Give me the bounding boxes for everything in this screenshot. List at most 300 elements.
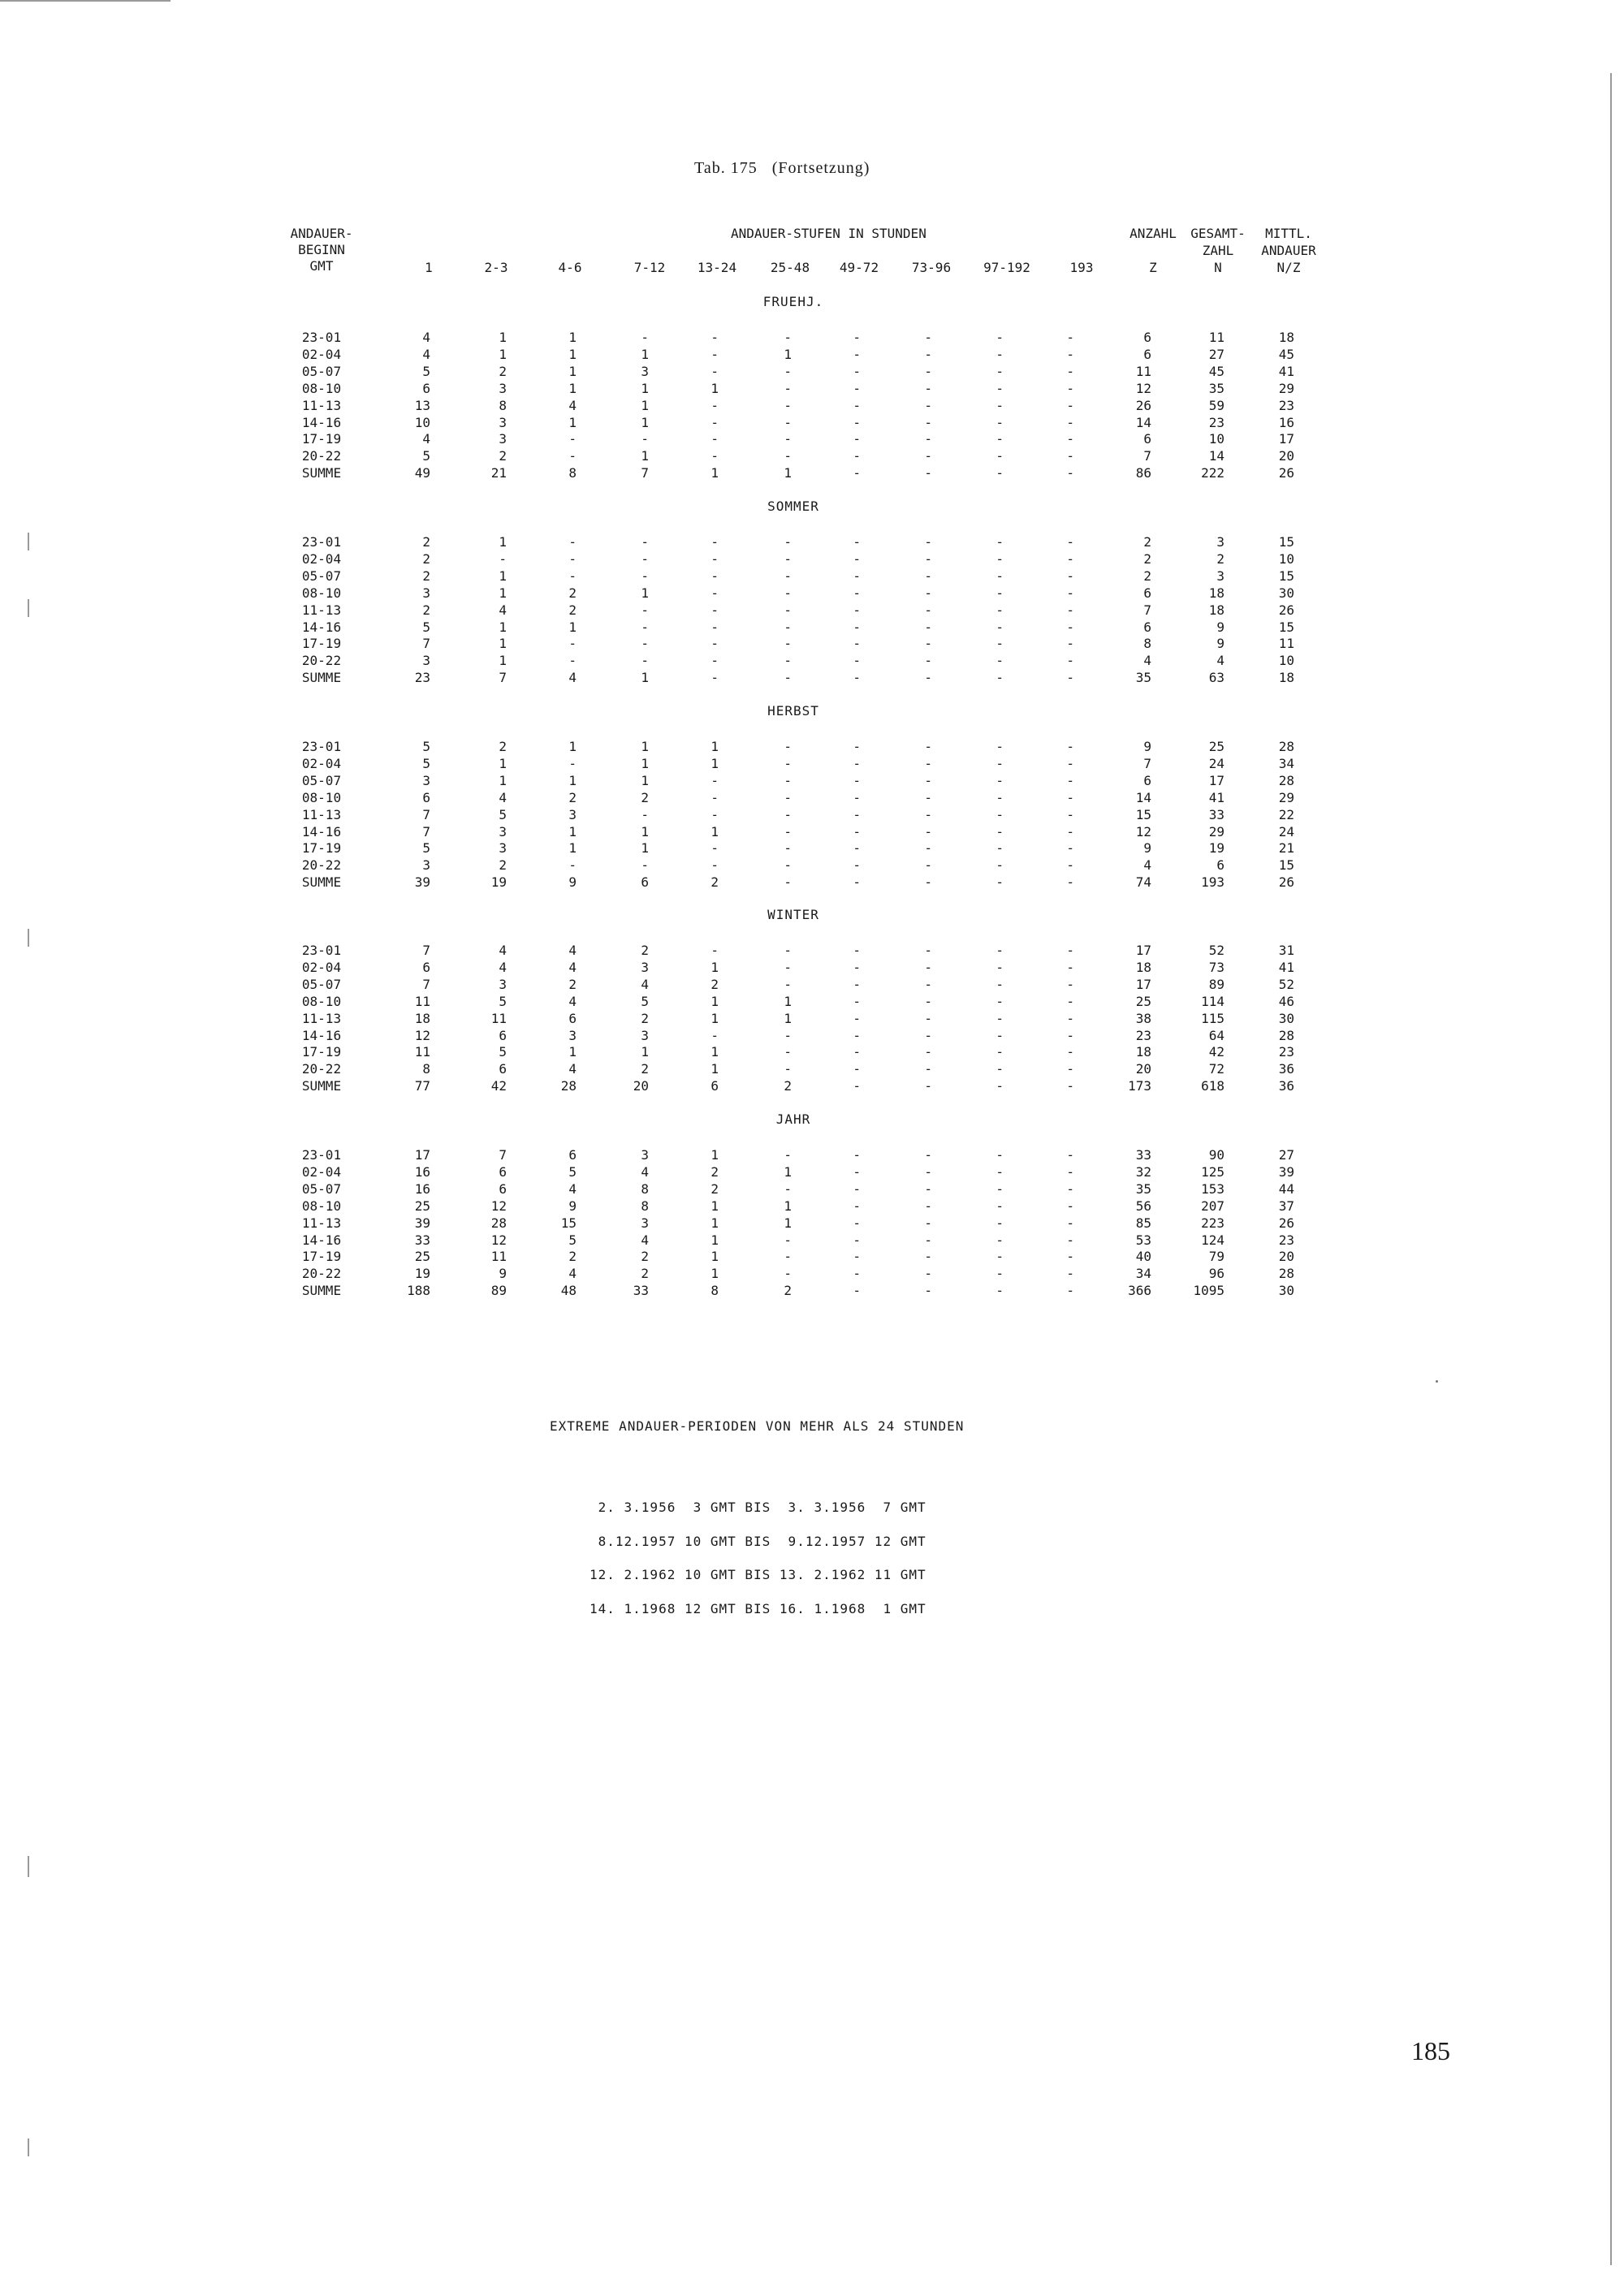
table-cell: 2 [1143,534,1151,550]
table-cell: 3 [568,1028,577,1043]
table-cell: - [1066,398,1074,413]
table-cell: 36 [1278,1061,1294,1077]
table-cell: - [1066,568,1074,584]
table-cell: 1 [710,824,719,839]
table-cell: - [996,1232,1004,1248]
table-cell: - [710,448,719,464]
table-cell: - [996,568,1004,584]
table-cell: 7 [422,636,430,651]
table-cell: 28 [1278,1028,1294,1043]
table-cell: 1 [784,1198,792,1214]
table-cell: - [1066,330,1074,345]
table-cell: - [710,534,719,550]
table-cell: - [1066,1147,1074,1163]
table-cell: 4 [568,1181,577,1197]
table-cell: - [996,1147,1004,1163]
table-cell: 1 [710,1215,719,1231]
row-label: 14-16 [301,415,342,430]
table-cell: 28 [1278,773,1294,788]
table-cell: - [784,1249,792,1264]
table-cell: 3 [641,1028,649,1043]
header-anzahl-line: ANZAHL [1129,226,1177,241]
table-cell: - [853,330,861,345]
table-cell: - [996,773,1004,788]
table-cell: - [710,790,719,805]
table-cell: 6 [422,960,430,975]
table-cell: 1 [568,415,577,430]
table-cell: - [784,670,792,685]
table-cell: 618 [1201,1078,1224,1094]
table-cell: - [853,1061,861,1077]
table-cell: 2 [422,568,430,584]
row-label: 02-04 [301,960,342,975]
table-cell: - [710,619,719,635]
table-cell: 4 [641,1232,649,1248]
table-cell: 222 [1201,465,1224,481]
table-cell: - [996,1215,1004,1231]
table-cell: - [784,534,792,550]
table-cell: 23 [1278,1044,1294,1060]
table-cell: 1 [784,994,792,1009]
table-cell: - [924,824,932,839]
table-cell: - [641,431,649,447]
table-cell: 14 [1208,448,1224,464]
table-cell: - [996,1028,1004,1043]
table-cell: 23 [1208,415,1224,430]
table-cell: 28 [560,1078,577,1094]
table-cell: 22 [1278,807,1294,822]
table-cell: 5 [422,364,430,379]
header-stufe-2: 4-6 [558,260,582,275]
table-cell: 26 [1278,602,1294,618]
header-stub-line: ANDAUER- [290,226,353,241]
table-cell: - [924,1028,932,1043]
table-cell: 3 [499,415,507,430]
table-cell: - [784,551,792,567]
table-cell: - [710,1028,719,1043]
row-label: 14-16 [301,824,342,839]
row-label: SUMME [301,1283,342,1298]
table-cell: - [784,756,792,771]
table-cell: 4 [641,1164,649,1180]
table-cell: - [784,415,792,430]
table-cell: 29 [1278,381,1294,396]
table-cell: - [641,857,649,873]
table-cell: - [996,381,1004,396]
table-cell: 45 [1278,347,1294,362]
table-cell: - [1066,1215,1074,1231]
table-cell: - [853,1164,861,1180]
table-cell: - [784,1044,792,1060]
table-cell: 19 [490,874,507,890]
table-cell: - [1066,1198,1074,1214]
table-cell: 52 [1208,943,1224,958]
table-cell: - [853,1078,861,1094]
table-cell: 6 [499,1028,507,1043]
table-cell: - [853,347,861,362]
table-cell: - [853,1283,861,1298]
table-cell: 1 [641,347,649,362]
table-cell: 1 [568,381,577,396]
row-label: 23-01 [301,330,342,345]
table-cell: 6 [499,1061,507,1077]
table-cell: 1 [641,756,649,771]
table-cell: 23 [1278,398,1294,413]
header-mittl-line: MITTL. [1265,226,1312,241]
table-cell: 32 [1135,1164,1151,1180]
row-label: 05-07 [301,568,342,584]
table-cell: 96 [1208,1266,1224,1281]
table-cell: 4 [568,398,577,413]
table-cell: 1 [499,636,507,651]
table-cell: - [641,551,649,567]
table-cell: - [1066,619,1074,635]
table-cell: 6 [1143,619,1151,635]
extreme-period-row: 14. 1.1968 12 GMT BIS 16. 1.1968 1 GMT [590,1600,926,1616]
table-cell: 20 [1278,1249,1294,1264]
table-cell: - [996,1266,1004,1281]
table-cell: 39 [414,874,430,890]
table-cell: 23 [1135,1028,1151,1043]
table-cell: - [568,534,577,550]
table-cell: - [853,381,861,396]
table-cell: 77 [414,1078,430,1094]
table-cell: - [996,347,1004,362]
table-cell: - [924,874,932,890]
table-cell: - [641,807,649,822]
table-cell: - [853,585,861,601]
table-cell: 39 [1278,1164,1294,1180]
table-cell: - [853,994,861,1009]
table-cell: - [1066,1078,1074,1094]
table-cell: 6 [568,1011,577,1026]
table-cell: 1 [568,739,577,754]
table-cell: - [853,1215,861,1231]
table-cell: 1 [499,330,507,345]
table-cell: - [924,1198,932,1214]
table-cell: 1 [499,773,507,788]
table-cell: 15 [1278,534,1294,550]
table-cell: 35 [1135,670,1151,685]
table-cell: - [784,840,792,856]
table-cell: - [853,1249,861,1264]
table-cell: - [924,857,932,873]
table-cell: 26 [1278,1215,1294,1231]
table-cell: 7 [1143,602,1151,618]
table-cell: - [996,1061,1004,1077]
table-cell: 28 [490,1215,507,1231]
table-cell: - [853,1181,861,1197]
table-cell: 36 [1278,1078,1294,1094]
table-cell: 1 [641,739,649,754]
table-cell: 4 [641,977,649,992]
table-cell: - [996,585,1004,601]
scan-dot [1436,1380,1438,1383]
table-cell: - [924,636,932,651]
table-cell: 15 [1278,568,1294,584]
table-cell: 4 [499,960,507,975]
extreme-period-row: 2. 3.1956 3 GMT BIS 3. 3.1956 7 GMT [590,1500,926,1515]
table-cell: - [1066,1011,1074,1026]
table-cell: - [784,874,792,890]
table-cell: - [784,585,792,601]
table-cell: 9 [1216,619,1224,635]
table-cell: 27 [1278,1147,1294,1163]
table-cell: 9 [568,874,577,890]
table-cell: - [568,431,577,447]
table-cell: 25 [1135,994,1151,1009]
table-cell: - [1066,653,1074,668]
row-label: 23-01 [301,534,342,550]
table-cell: 10 [1278,551,1294,567]
scan-left-mark [28,2138,29,2156]
table-cell: 37 [1278,1198,1294,1214]
table-cell: - [710,330,719,345]
table-cell: - [784,381,792,396]
table-cell: - [924,960,932,975]
row-label: 08-10 [301,790,342,805]
table-cell: 7 [499,1147,507,1163]
table-cell: 33 [1135,1147,1151,1163]
table-cell: 12 [490,1232,507,1248]
table-cell: - [1066,670,1074,685]
row-label: 11-13 [301,398,342,413]
table-cell: - [996,790,1004,805]
table-cell: - [924,602,932,618]
table-cell: 20 [1278,448,1294,464]
table-cell: - [784,1147,792,1163]
table-cell: 35 [1135,1181,1151,1197]
table-cell: - [924,1266,932,1281]
section-title: WINTER [767,907,819,922]
table-cell: 3 [641,960,649,975]
table-cell: 7 [1143,448,1151,464]
table-cell: 10 [1278,653,1294,668]
table-cell: 2 [641,943,649,958]
table-cell: 2 [499,739,507,754]
table-cell: 153 [1201,1181,1224,1197]
header-stub-line: BEGINN [298,242,345,257]
table-cell: - [996,874,1004,890]
table-cell: 2 [499,448,507,464]
table-cell: 2 [710,1164,719,1180]
table-cell: 63 [1208,670,1224,685]
table-cell: 16 [1278,415,1294,430]
table-cell: 23 [414,670,430,685]
table-cell: 6 [1216,857,1224,873]
table-cell: 18 [1278,670,1294,685]
table-cell: - [784,1061,792,1077]
table-cell: - [924,1011,932,1026]
table-cell: 6 [1143,773,1151,788]
table-cell: - [924,653,932,668]
table-cell: - [853,534,861,550]
table-cell: 2 [568,977,577,992]
table-cell: - [641,653,649,668]
row-label: 11-13 [301,807,342,822]
table-cell: 2 [422,602,430,618]
table-cell: 64 [1208,1028,1224,1043]
table-cell: 1 [568,364,577,379]
table-cell: 21 [490,465,507,481]
table-cell: - [784,636,792,651]
table-cell: - [996,943,1004,958]
table-cell: 85 [1135,1215,1151,1231]
scan-top-line [0,0,171,2]
table-cell: 28 [1278,1266,1294,1281]
table-cell: 2 [641,1011,649,1026]
table-cell: 45 [1208,364,1224,379]
header-stufe-1: 2-3 [484,260,508,275]
table-cell: - [996,1164,1004,1180]
table-cell: - [1066,840,1074,856]
table-cell: 5 [499,1044,507,1060]
table-cell: - [853,448,861,464]
table-cell: - [853,1028,861,1043]
table-cell: - [853,619,861,635]
table-cell: 6 [422,381,430,396]
row-label: 17-19 [301,1249,342,1264]
table-cell: - [924,756,932,771]
table-cell: - [710,431,719,447]
table-cell: 2 [710,874,719,890]
page-number: 185 [1411,2036,1450,2065]
table-cell: - [853,551,861,567]
table-cell: - [568,857,577,873]
table-cell: 3 [1216,568,1224,584]
row-label: 11-13 [301,1215,342,1231]
table-cell: 33 [414,1232,430,1248]
table-cell: 223 [1201,1215,1224,1231]
table-cell: - [996,824,1004,839]
table-cell: 11 [490,1011,507,1026]
table-cell: - [853,1266,861,1281]
header-mittl-line: N/Z [1276,260,1301,275]
section-title: FRUEHJ. [762,294,824,309]
table-cell: - [784,568,792,584]
table-cell: - [710,551,719,567]
table-cell: 17 [1135,977,1151,992]
table-cell: 1 [784,1215,792,1231]
table-cell: 1 [568,840,577,856]
table-cell: 1 [641,448,649,464]
row-label: 02-04 [301,756,342,771]
table-cell: - [996,670,1004,685]
table-cell: 2 [499,364,507,379]
table-cell: 2 [568,1249,577,1264]
table-cell: 6 [1143,347,1151,362]
table-cell: - [924,790,932,805]
table-cell: - [1066,874,1074,890]
table-cell: 18 [1278,330,1294,345]
table-cell: 9 [568,1198,577,1214]
row-label: 02-04 [301,551,342,567]
table-cell: - [996,465,1004,481]
table-cell: 72 [1208,1061,1224,1077]
table-cell: - [924,1232,932,1248]
table-cell: - [853,874,861,890]
table-cell: 4 [568,960,577,975]
table-cell: 1 [499,756,507,771]
table-cell: - [924,1078,932,1094]
row-label: 23-01 [301,739,342,754]
table-cell: 3 [641,364,649,379]
table-cell: 7 [422,807,430,822]
table-cell: - [924,1061,932,1077]
table-cell: - [784,330,792,345]
row-label: 05-07 [301,773,342,788]
table-cell: - [853,739,861,754]
table-cell: 3 [499,824,507,839]
table-cell: - [1066,347,1074,362]
table-cell: 1 [641,670,649,685]
table-cell: 7 [422,977,430,992]
table-cell: 5 [422,756,430,771]
table-cell: - [924,1215,932,1231]
row-label: SUMME [301,1078,342,1094]
table-cell: - [996,1283,1004,1298]
table-cell: 6 [710,1078,719,1094]
table-cell: 26 [1135,398,1151,413]
header-stufe-7: 73-96 [911,260,952,275]
table-cell: - [996,994,1004,1009]
table-cell: 3 [499,840,507,856]
table-cell: 1 [499,585,507,601]
table-cell: 8 [1143,636,1151,651]
table-cell: 15 [1278,857,1294,873]
table-cell: - [784,653,792,668]
table-cell: - [784,960,792,975]
table-cell: 4 [568,1266,577,1281]
table-cell: 21 [1278,840,1294,856]
table-cell: 8 [568,465,577,481]
table-cell: 14 [1135,415,1151,430]
table-cell: 41 [1278,364,1294,379]
table-cell: - [1066,1181,1074,1197]
table-cell: - [1066,739,1074,754]
table-cell: 1 [710,1147,719,1163]
table-cell: 1 [710,465,719,481]
table-cell: 1 [784,1164,792,1180]
header-stufe-8: 97-192 [983,260,1030,275]
table-cell: - [853,807,861,822]
table-cell: 41 [1208,790,1224,805]
table-cell: 39 [414,1215,430,1231]
table-cell: 1 [641,585,649,601]
table-cell: 4 [1216,653,1224,668]
table-cell: - [568,568,577,584]
row-label: 05-07 [301,364,342,379]
table-cell: - [853,1198,861,1214]
table-cell: - [924,1044,932,1060]
table-cell: 4 [422,431,430,447]
table-cell: 11 [490,1249,507,1264]
table-cell: 366 [1128,1283,1151,1298]
table-cell: - [996,1011,1004,1026]
table-cell: 31 [1278,943,1294,958]
table-cell: - [641,330,649,345]
table-cell: - [924,807,932,822]
table-caption: Tab. 175 (Fortsetzung) [694,159,870,177]
table-cell: - [710,857,719,873]
table-cell: - [784,857,792,873]
table-cell: 1 [568,347,577,362]
table-cell: - [853,431,861,447]
table-cell: - [499,551,507,567]
table-cell: 4 [499,790,507,805]
table-cell: - [853,977,861,992]
table-cell: 4 [1143,857,1151,873]
